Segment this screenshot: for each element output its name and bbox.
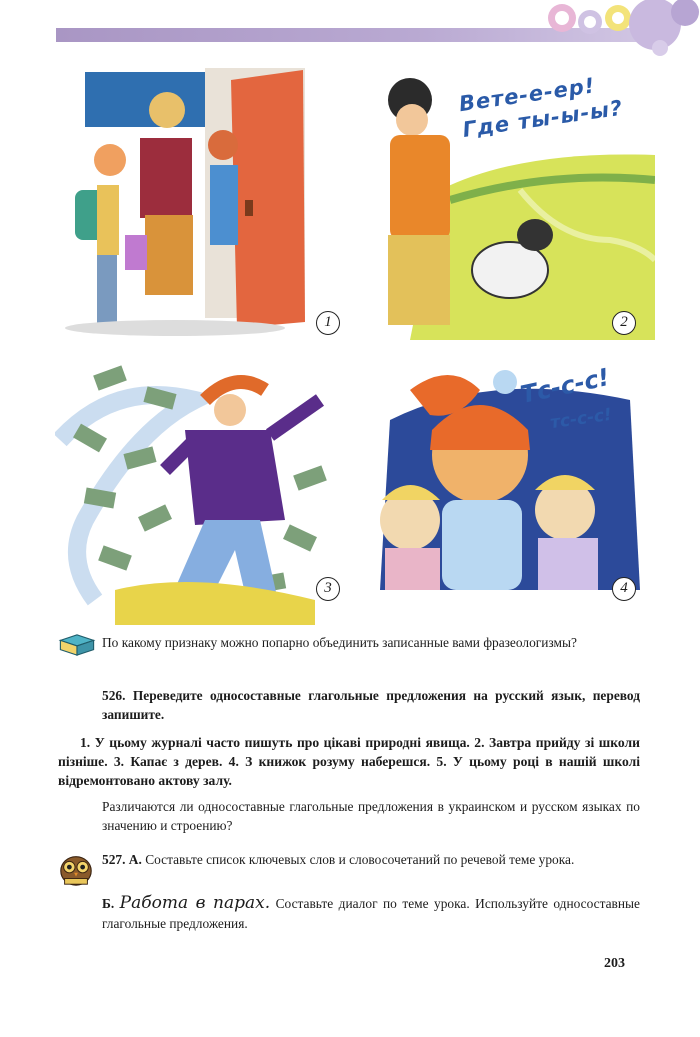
task-526-sentences: 1. У цьому журналі часто пишуть про цікаві природні явища. 2. Завтра прийду зі школи пізніше. 3. Капає з дерев. 4. З книжок розуму наберешся. 5. У цьому році в нашій школі відремонтовано актову залу. <box>58 735 640 788</box>
illustration-4 <box>370 360 655 640</box>
illustration-number: 2 <box>612 311 636 335</box>
task-526 <box>102 686 640 724</box>
decorative-circles <box>540 0 700 60</box>
illustration-number: 3 <box>316 577 340 601</box>
illustration-3 <box>55 360 340 640</box>
illustration-2 <box>370 60 655 340</box>
task-526-question: Различаются ли односоставные глагольные предложения в украинском и русском языках по значению и строению? <box>102 799 640 833</box>
wind-caption: Вете-е-ер! Где ты-ы-ы? <box>457 73 625 142</box>
illustration-1 <box>55 60 340 340</box>
page-number: 203 <box>604 956 625 971</box>
shush-caption-small: тс-с-с! <box>548 404 614 434</box>
pair-work-label: Работа в парах. <box>119 893 271 913</box>
owl-icon <box>56 850 96 888</box>
book-icon <box>58 633 96 657</box>
task-526-heading: 526. Переведите односоставные глагольные предложения на русский язык, перевод запишите. <box>102 688 640 722</box>
task-527-a: 527. А. Составьте список ключевых слов и словосочетаний по речевой теме урока. <box>102 852 575 867</box>
task-527-b: Б. Работа в парах. Составьте диалог по теме урока. Используйте односоставные глагольные предложения. <box>102 893 640 931</box>
illustration-number: 1 <box>316 311 340 335</box>
illustration-number: 4 <box>612 577 636 601</box>
question-1: По какому признаку можно попарно объединить записанные вами фразеологизмы? <box>102 635 577 650</box>
shush-caption-main: Тс-с-с! <box>518 362 612 410</box>
